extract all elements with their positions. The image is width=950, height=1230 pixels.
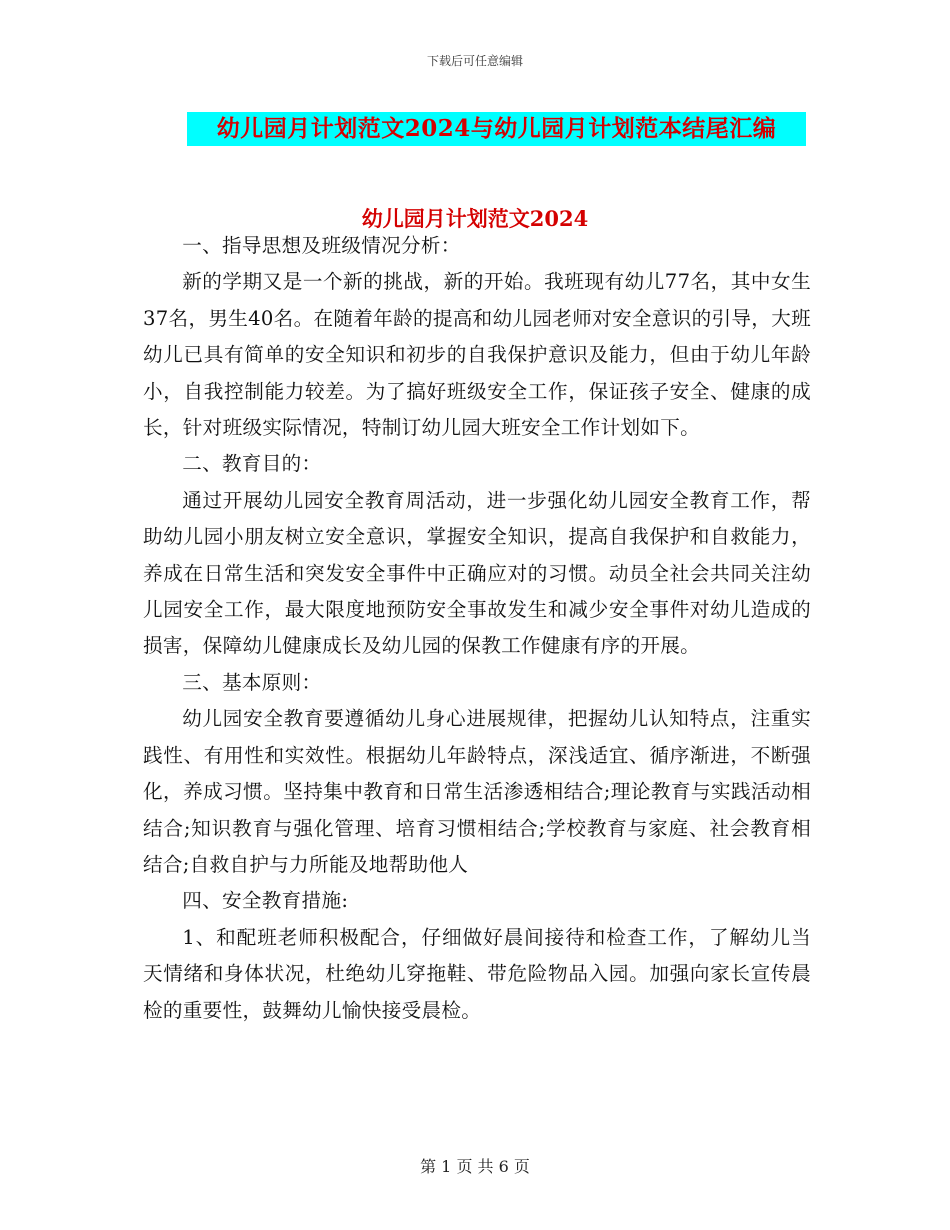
paragraph-class-analysis: 新的学期又是一个新的挑战，新的开始。我班现有幼儿77名，其中女生37名，男生40名。在随着年龄的提高和幼儿园老师对安全意识的引导，大班幼儿已具有简单的安全知识和初步的自我保护意识及能力，但由于幼儿年龄小，自我控制能力较差。为了搞好班级安全工作，保证孩子安全、健康的成长，针对班级实际情况，特制订幼儿园大班安全工作计划如下。 — [143, 270, 811, 440]
document-title-highlight — [187, 112, 806, 146]
heading-basic-principles: 三、基本原则： — [182, 670, 322, 694]
document-title: 幼儿园月计划范文2024与幼儿园月计划范本结尾汇编 — [216, 115, 777, 142]
paragraph-education-goal: 通过开展幼儿园安全教育周活动，进一步强化幼儿园安全教育工作，帮助幼儿园小朋友树立安全意识，掌握安全知识，提高自我保护和自救能力，养成在日常生活和突发安全事件中正确应对的习惯。动员全社会共同关注幼儿园安全工作，最大限度地预防安全事故发生和减少安全事件对幼儿造成的损害，保障幼儿健康成长及幼儿园的保教工作健康有序的开展。 — [143, 488, 811, 658]
heading-education-goal: 二、教育目的： — [182, 452, 322, 476]
paragraph-safety-measure-1: 1、和配班老师积极配合，仔细做好晨间接待和检查工作，了解幼儿当天情绪和身体状况，杜绝幼儿穿拖鞋、带危险物品入园。加强向家长宣传晨检的重要性，鼓舞幼儿愉快接受晨检。 — [143, 925, 811, 1022]
paragraph-basic-principles: 幼儿园安全教育要遵循幼儿身心进展规律，把握幼儿认知特点，注重实践性、有用性和实效性。根据幼儿年龄特点，深浅适宜、循序渐进，不断强化，养成习惯。坚持集中教育和日常生活渗透相结合;理论教育与实践活动相结合;知识教育与强化管理、培育习惯相结合;学校教育与家庭、社会教育相结合;自救自护与力所能及地帮助他人 — [143, 707, 811, 876]
page-footer: 第 1 页 共 6 页 — [420, 1157, 530, 1176]
document-body — [143, 228, 811, 1029]
section-title: 幼儿园月计划范文2024 — [361, 206, 589, 231]
header-note: 下载后可任意编辑 — [426, 54, 523, 68]
heading-guiding-thought: 一、指导思想及班级情况分析： — [182, 234, 461, 257]
heading-safety-measures: 四、安全教育措施: — [182, 889, 349, 913]
